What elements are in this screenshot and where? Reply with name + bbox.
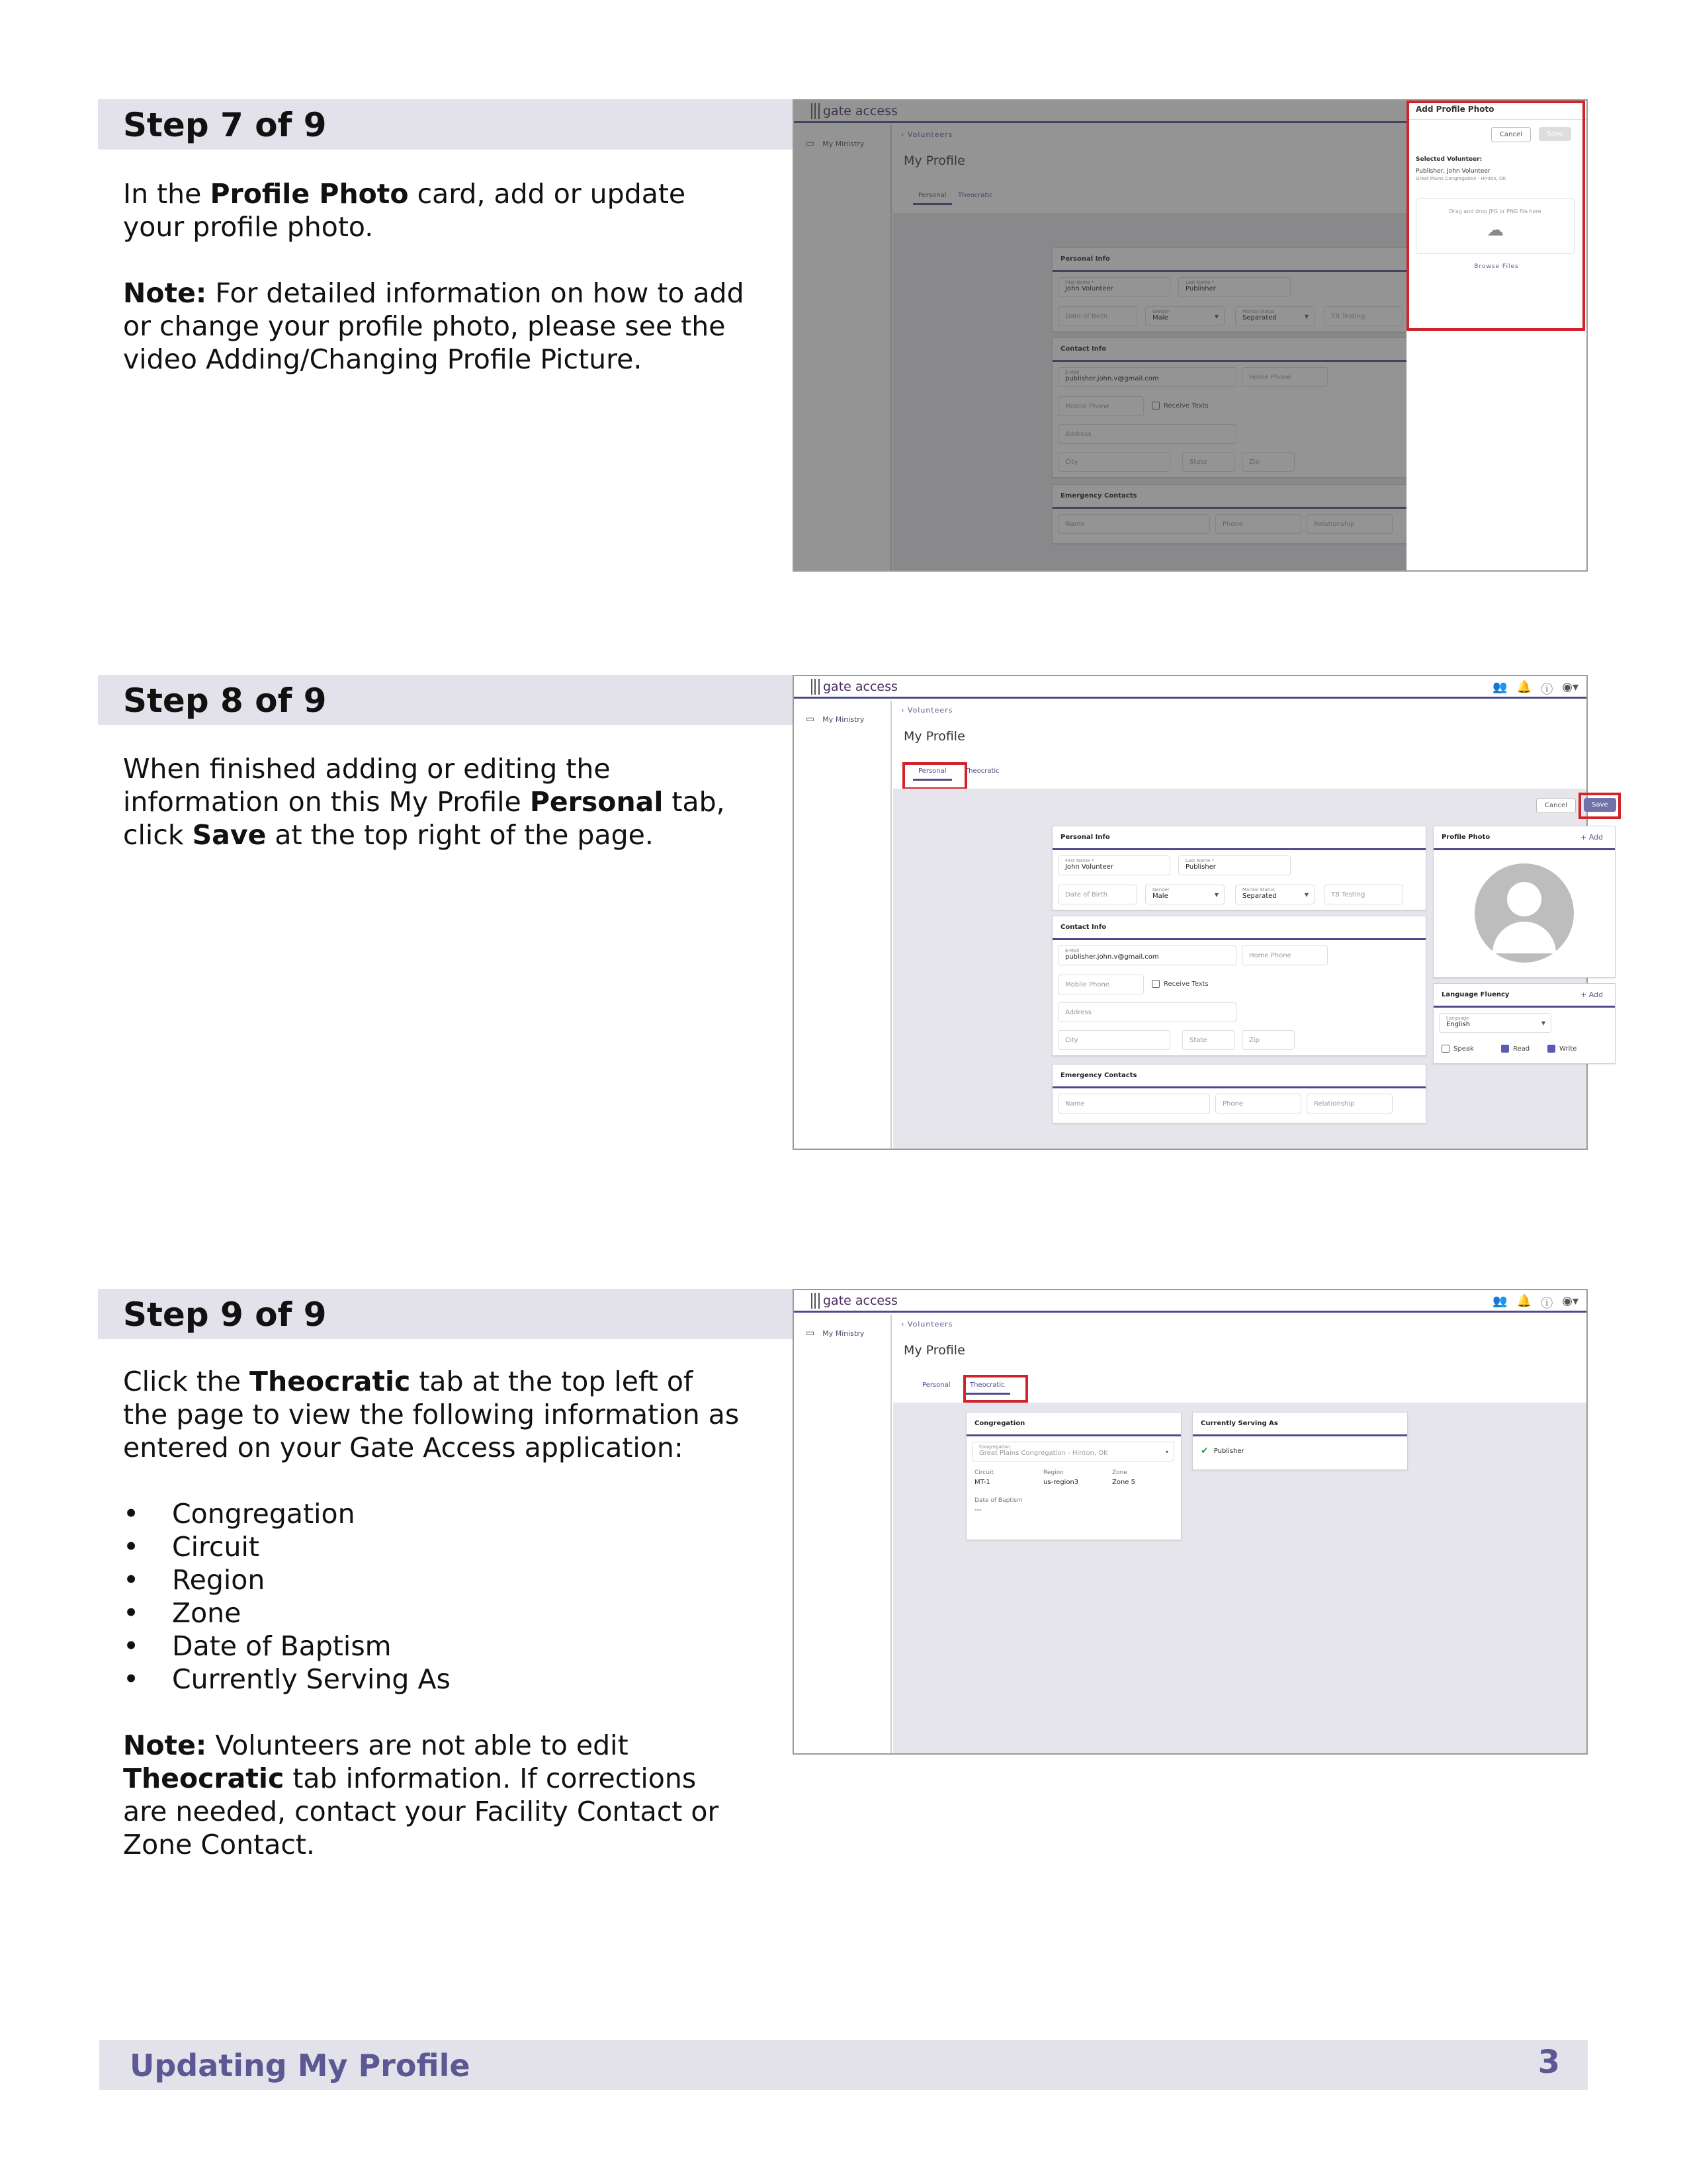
page-title: My Profile xyxy=(904,729,965,744)
tab-theocratic[interactable]: Theocratic xyxy=(965,1377,1010,1395)
save-button[interactable]: Save xyxy=(1584,798,1616,812)
highlight-box xyxy=(963,1375,1028,1403)
drop-zone[interactable]: Drag and drop JPG or PNG file here ☁ xyxy=(1416,198,1575,254)
step-title: Step 7 of 9 xyxy=(123,106,327,144)
users-icon[interactable]: 👥 xyxy=(1492,1294,1508,1308)
page-title: My Profile xyxy=(904,1343,965,1358)
contact-info-card: Contact Info E-Mail publisher.john.v@gmail.com Home Phone Mobile Phone Receive Texts Address City State Zip xyxy=(1052,916,1426,1056)
chevron-down-icon: ▾ xyxy=(1165,1449,1168,1455)
language-fluency-card: Language Fluency + Add Language English ▼ Speak Read Write xyxy=(1433,983,1616,1064)
briefcase-icon: ▭ xyxy=(806,1328,815,1338)
highlight-box xyxy=(1579,793,1621,819)
cancel-button[interactable]: Cancel xyxy=(1491,127,1531,142)
users-icon[interactable]: 👥 xyxy=(1492,680,1508,694)
screenshot-theocratic-tab xyxy=(793,1289,1588,1755)
gate-access-logo: gate access xyxy=(811,679,898,695)
speak-checkbox[interactable]: Speak xyxy=(1442,1045,1474,1053)
breadcrumb[interactable]: ‹ Volunteers xyxy=(901,1320,953,1329)
step-7-header xyxy=(98,99,793,150)
write-checkbox[interactable]: Write xyxy=(1547,1045,1577,1053)
emergency-contacts-card: Emergency Contacts Name Phone Relationship xyxy=(1052,1064,1426,1123)
step-9-header xyxy=(98,1289,793,1339)
cancel-button[interactable]: Cancel xyxy=(1536,798,1576,813)
help-icon[interactable]: ⓘ xyxy=(1541,1297,1553,1311)
chevron-down-icon: ▼ xyxy=(1304,892,1309,898)
chevron-down-icon: ▼ xyxy=(1541,1020,1545,1026)
sidebar-item-my-ministry[interactable]: ▭ My Ministry xyxy=(806,1328,865,1338)
footer-title: Updating My Profile xyxy=(130,2048,470,2083)
chevron-down-icon: ▼ xyxy=(1214,892,1219,898)
step-8-header xyxy=(98,675,793,725)
screenshot-personal-save xyxy=(793,675,1608,1150)
step-8-text: When finished adding or editing the information on this My Profile Personal tab, click Save at the top right of the page. xyxy=(123,753,725,851)
profile-photo-card: Profile Photo + Add xyxy=(1433,826,1616,978)
note-label: Note: xyxy=(123,277,207,309)
step-title: Step 8 of 9 xyxy=(123,681,327,720)
step-9-text: Click the Theocratic tab at the top left of the page to view the following information as entered on your Gate Access application: • Congregation • Circuit • Region • Zone • Date of Baptism • Currently Serving As Note: Volunteers are not able to edit Theocratic tab information. If corrections are needed, contact your Facility Contact or Zone Contact. xyxy=(123,1365,745,1861)
info-bullet-list xyxy=(123,1497,745,1696)
add-profile-photo-panel: Add Profile Photo Cancel Save Selected Volunteer: Publisher, John Volunteer Great Plains Congregation - Hinton, OK Drag and drop JPG or PNG file here ☁ Browse Files xyxy=(1406,101,1586,570)
congregation-card: Congregation Congregation Great Plains Congregation - Hinton, OK ▾ Circuit MT-1 Region us-region3 Zone Zone 5 Date of Baptism --- xyxy=(966,1412,1182,1540)
read-checkbox[interactable]: Read xyxy=(1501,1045,1530,1053)
briefcase-icon: ▭ xyxy=(806,714,815,724)
account-icon[interactable]: ◉▾ xyxy=(1562,1294,1579,1308)
list-item: • Currently Serving As xyxy=(123,1663,745,1696)
bell-icon[interactable]: 🔔 xyxy=(1516,1294,1532,1308)
cloud-upload-icon: ☁ xyxy=(1487,220,1504,240)
list-item: • Circuit xyxy=(123,1530,745,1563)
page-footer xyxy=(99,2040,1588,2090)
check-circle-icon: ✔ xyxy=(1201,1446,1209,1456)
add-photo-button[interactable]: + Add xyxy=(1580,833,1603,842)
account-icon[interactable]: ◉▾ xyxy=(1562,680,1579,694)
list-item: • Zone xyxy=(123,1596,745,1630)
highlight-box xyxy=(902,762,967,790)
screenshot-add-profile-photo xyxy=(793,99,1588,572)
help-icon[interactable]: ⓘ xyxy=(1541,683,1553,697)
list-item: • Congregation xyxy=(123,1497,745,1530)
receive-texts-checkbox[interactable]: Receive Texts xyxy=(1152,980,1209,988)
tab-theocratic[interactable]: Theocratic xyxy=(965,767,1000,775)
note-label: Note: xyxy=(123,1729,207,1761)
breadcrumb[interactable]: ‹ Volunteers xyxy=(901,706,953,715)
currently-serving-card: Currently Serving As ✔ Publisher xyxy=(1192,1412,1408,1470)
list-item: • Date of Baptism xyxy=(123,1630,745,1663)
sidebar-item-my-ministry[interactable]: ▭ My Ministry xyxy=(806,714,865,724)
save-button-disabled[interactable]: Save xyxy=(1539,127,1571,141)
page-number: 3 xyxy=(1537,2044,1560,2081)
browse-files-link[interactable]: Browse Files xyxy=(1474,263,1519,270)
bell-icon[interactable]: 🔔 xyxy=(1516,680,1532,694)
tab-personal[interactable]: Personal xyxy=(913,764,952,781)
personal-info-card: Personal Info First Name * John Volunteer Last Name * Publisher Date of Birth Gender Male ▼ Marital Status Separated ▼ TB Testing xyxy=(1052,826,1426,910)
step-title: Step 9 of 9 xyxy=(123,1295,327,1334)
gate-access-logo: gate access xyxy=(811,1293,898,1309)
add-language-button[interactable]: + Add xyxy=(1580,990,1603,999)
list-item: • Region xyxy=(123,1563,745,1596)
tab-personal[interactable]: Personal xyxy=(922,1381,951,1389)
step-7-text: In the Profile Photo card, add or update your profile photo. Note: For detailed information on how to add or change your profile photo, please see the video Adding/Changing Profile Picture. xyxy=(123,178,744,375)
avatar-placeholder xyxy=(1475,863,1574,963)
highlight-box xyxy=(1406,101,1585,331)
